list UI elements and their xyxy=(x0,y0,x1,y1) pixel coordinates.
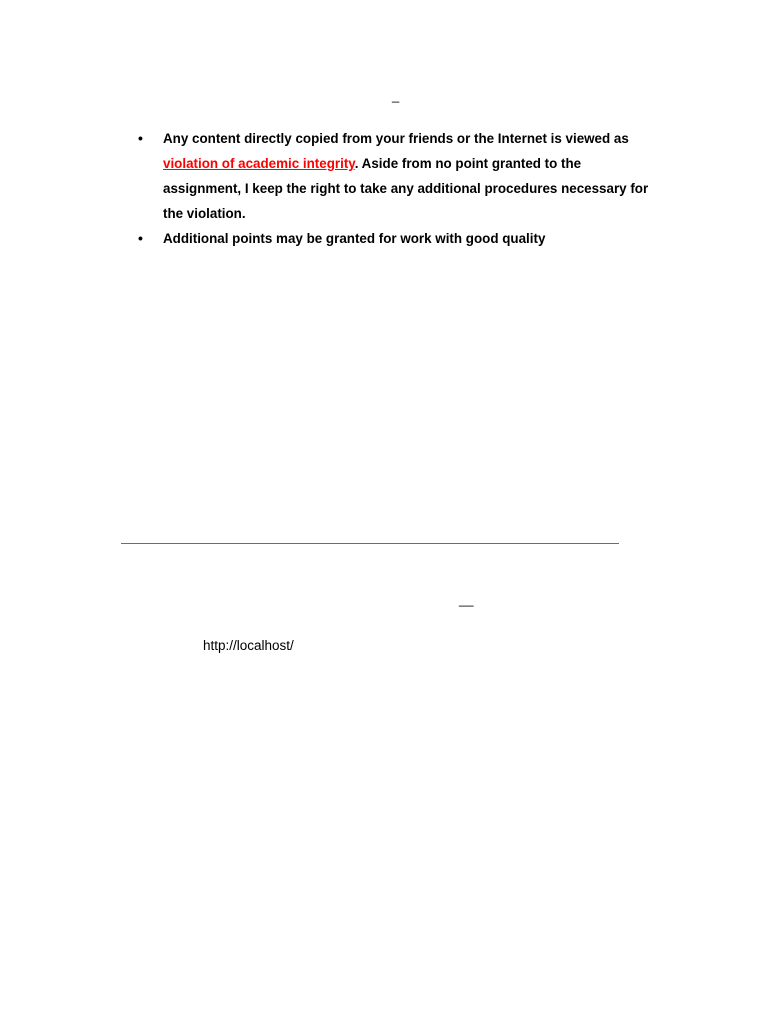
footer-mark: __ xyxy=(459,592,474,607)
localhost-url[interactable]: http://localhost/ xyxy=(203,638,294,653)
horizontal-divider xyxy=(121,543,619,544)
list-item xyxy=(138,226,658,251)
bullet-icon: • xyxy=(138,130,143,146)
academic-integrity-link[interactable]: violation of academic integrity xyxy=(163,156,355,171)
header-mark: _ xyxy=(392,88,400,103)
note-text-after: . Aside from no point granted to the assignment, I keep the right to take any additional procedures necessary for the violation. xyxy=(163,156,649,221)
note-text: Additional points may be granted for work with good quality xyxy=(163,231,546,246)
bullet-icon: • xyxy=(138,230,143,246)
notes-list xyxy=(138,126,658,251)
note-text-before: Any content directly copied from your friends or the Internet is viewed as xyxy=(163,131,629,146)
list-item xyxy=(138,126,658,226)
